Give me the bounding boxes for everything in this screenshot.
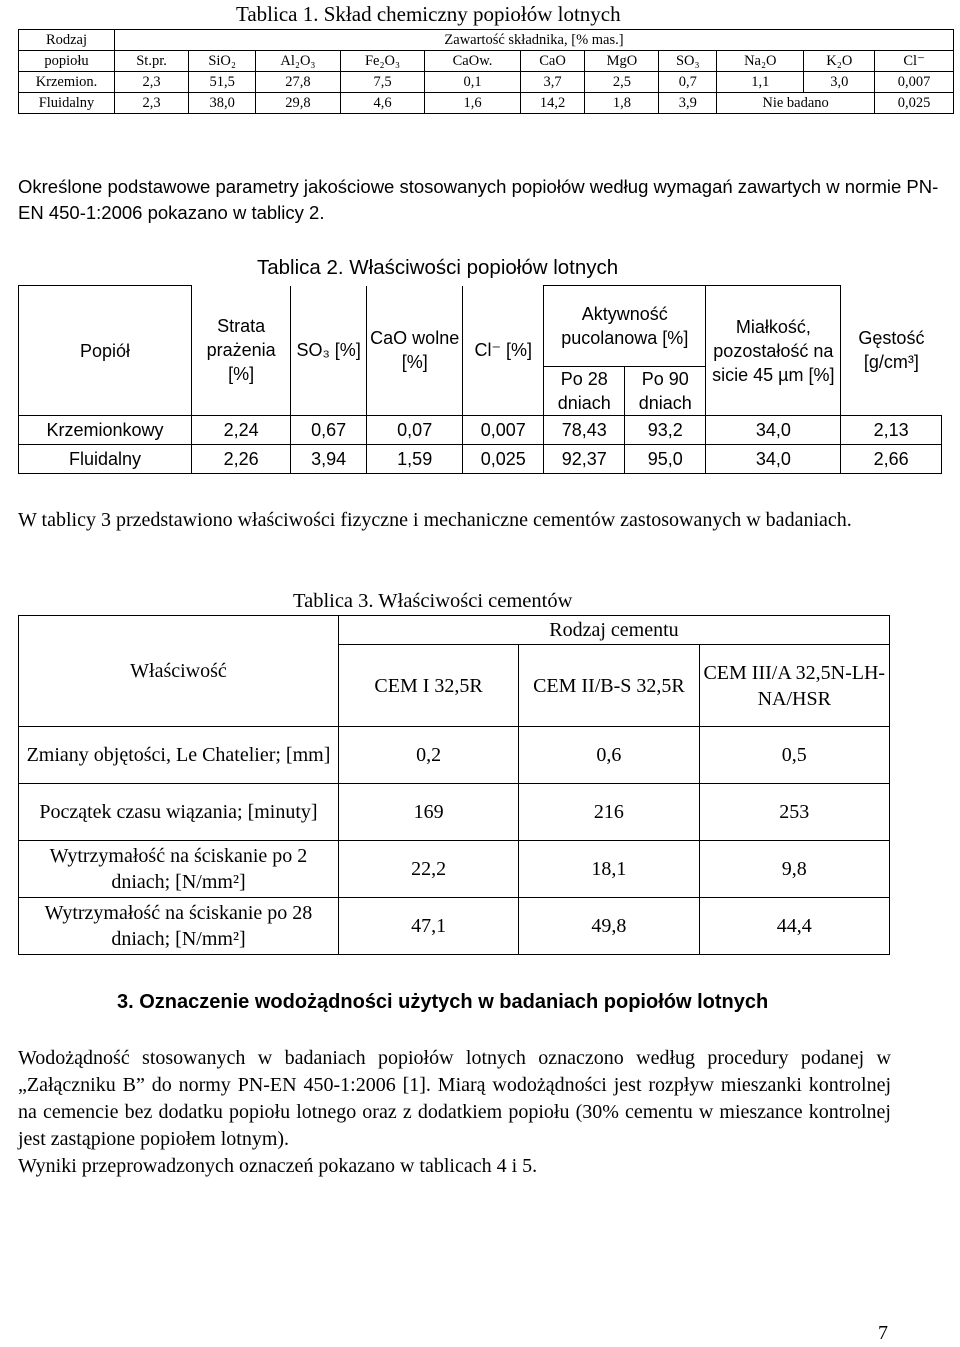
table1-group-header: Zawartość składnika, [% mas.] (115, 30, 954, 51)
table-cell: 1,8 (585, 93, 659, 114)
table-cell: 3,7 (520, 72, 585, 93)
row-label: Wytrzymałość na ściskanie po 28 dniach; [N/mm²] (19, 898, 339, 955)
table-cell: 0,025 (463, 445, 544, 474)
table-cell: 7,5 (340, 72, 425, 93)
table-cell: 27,8 (256, 72, 341, 93)
table-cell: 22,2 (338, 841, 518, 898)
table-cell: 47,1 (338, 898, 518, 955)
table1-col-header: Cl⁻ (875, 51, 954, 72)
table1-col-header: St.pr. (115, 51, 189, 72)
paragraph-body (18, 1045, 891, 1180)
table-cell: 1,1 (717, 72, 804, 93)
table3-cement-header: CEM III/A 32,5N-LH-NA/HSR (699, 645, 889, 727)
table-cell: 0,025 (875, 93, 954, 114)
row-label: Wytrzymałość na ściskanie po 2 dniach; [N/mm²] (19, 841, 339, 898)
paragraph-wodozadnosc: Wodożądność stosowanych w badaniach popiołów lotnych oznaczono według procedury podanej w „Załączniku B” do normy PN-EN 450-1:2006 [1]. Miarą wodożądności jest rozpływ mieszanki kontrolnej na cemencie bez dodatku popiołu lotnego oraz z dodatkiem popiołu (30% cementu w mieszance kontrolnej jest zastąpione popiołem lotnym). (18, 1047, 891, 1150)
table-cell: 0,5 (699, 727, 889, 784)
table-row (19, 727, 890, 784)
table1-col-header: Fe₂O₃ (340, 51, 425, 72)
table2-header-po28: Po 28 dniach (544, 367, 625, 416)
table-cell: 2,24 (192, 416, 291, 445)
table-cell: 2,66 (841, 445, 942, 474)
table-cell: 0,6 (519, 727, 699, 784)
paragraph-results: Wyniki przeprowadzonych oznaczeń pokazano w tablicach 4 i 5. (18, 1155, 538, 1177)
table-cell: 4,6 (340, 93, 425, 114)
table1-col-header: Na₂O (717, 51, 804, 72)
table-cell: 44,4 (699, 898, 889, 955)
table2-header-cao-wolne: CaO wolne [%] (367, 286, 463, 416)
table1-caption: Tablica 1. Skład chemiczny popiołów lotnych (236, 2, 621, 26)
table3 (18, 615, 890, 955)
table-cell: 1,59 (367, 445, 463, 474)
table-row (19, 841, 890, 898)
row-label: Początek czasu wiązania; [minuty] (19, 784, 339, 841)
table2 (18, 285, 942, 474)
table-cell: 0,1 (425, 72, 520, 93)
table2-header-aktywnosc: Aktywność pucolanowa [%] (544, 286, 706, 367)
table2-header-cl: Cl⁻ [%] (463, 286, 544, 416)
row-label: Krzemionkowy (19, 416, 192, 445)
table-cell: 34,0 (706, 445, 841, 474)
table-cell: 2,3 (115, 72, 189, 93)
table-cell: 2,5 (585, 72, 659, 93)
table3-header-rodzaj: Rodzaj cementu (338, 616, 889, 645)
table-cell: 0,7 (659, 72, 717, 93)
table-cell: 0,67 (291, 416, 367, 445)
table1-col-header: CaO (520, 51, 585, 72)
table-cell: 0,007 (463, 416, 544, 445)
table1-rodzaj-label: Rodzaj (19, 30, 115, 51)
row-label: Zmiany objętości, Le Chatelier; [mm] (19, 727, 339, 784)
table-cell: 1,6 (425, 93, 520, 114)
table3-cement-header: CEM I 32,5R (338, 645, 518, 727)
table-cell: 253 (699, 784, 889, 841)
paragraph-intro-table2: Określone podstawowe parametry jakościowe stosowanych popiołów według wymagań zawartych w normie PN-EN 450-1:2006 pokazano w tablicy 2. (18, 176, 939, 223)
table-cell: 216 (519, 784, 699, 841)
table2-header-mialkosc: Miałkość, pozostałość na sicie 45 µm [%] (706, 286, 841, 416)
table-cell: 2,13 (841, 416, 942, 445)
table-row (19, 898, 890, 955)
table1 (18, 29, 954, 114)
table-cell: 14,2 (520, 93, 585, 114)
table-cell: 34,0 (706, 416, 841, 445)
page-number: 7 (878, 1322, 888, 1344)
row-label: Krzemion. (19, 72, 115, 93)
table1-col-header: MgO (585, 51, 659, 72)
table-cell: 18,1 (519, 841, 699, 898)
table1-col-header: SO₃ (659, 51, 717, 72)
table-row (19, 445, 942, 474)
section-heading: 3. Oznaczenie wodożądności użytych w badaniach popiołów lotnych (117, 991, 769, 1013)
table2-caption: Tablica 2. Właściwości popiołów lotnych (257, 256, 619, 279)
table1-popiolu-label: popiołu (19, 51, 115, 72)
table-row (19, 784, 890, 841)
table3-cement-header: CEM II/B-S 32,5R (519, 645, 699, 727)
table-cell: 2,26 (192, 445, 291, 474)
table1-col-header: SiO₂ (189, 51, 256, 72)
table-cell: 9,8 (699, 841, 889, 898)
table-cell: 169 (338, 784, 518, 841)
table3-caption: Tablica 3. Właściwości cementów (293, 590, 573, 612)
table2-header-po90: Po 90 dniach (625, 367, 706, 416)
table-cell: 3,94 (291, 445, 367, 474)
table-cell: 0,07 (367, 416, 463, 445)
table-cell: Nie badano (717, 93, 875, 114)
table-cell: 51,5 (189, 72, 256, 93)
row-label: Fluidalny (19, 445, 192, 474)
table-cell: 0,2 (338, 727, 518, 784)
table1-col-header: CaOw. (425, 51, 520, 72)
table-cell: 78,43 (544, 416, 625, 445)
table-row (19, 93, 954, 114)
table-row (19, 72, 954, 93)
table2-header-popiol: Popiół (19, 286, 192, 416)
paragraph-intro-table3: W tablicy 3 przedstawiono właściwości fizyczne i mechaniczne cementów zastosowanych w badaniach. (18, 509, 852, 531)
table-cell: 93,2 (625, 416, 706, 445)
table3-header-wlasciwosc: Właściwość (19, 616, 339, 727)
table1-col-header: K₂O (804, 51, 875, 72)
table1-col-header: Al₂O₃ (256, 51, 341, 72)
table-row (19, 416, 942, 445)
table-cell: 3,9 (659, 93, 717, 114)
table-cell: 95,0 (625, 445, 706, 474)
table-cell: 2,3 (115, 93, 189, 114)
table-cell: 0,007 (875, 72, 954, 93)
table2-header-strata: Strata prażenia [%] (192, 286, 291, 416)
table-cell: 38,0 (189, 93, 256, 114)
table-cell: 49,8 (519, 898, 699, 955)
table-cell: 92,37 (544, 445, 625, 474)
table-cell: 29,8 (256, 93, 341, 114)
table2-header-so3: SO₃ [%] (291, 286, 367, 416)
table2-header-gestosc: Gęstość [g/cm³] (841, 286, 942, 416)
table-cell: 3,0 (804, 72, 875, 93)
table1-header-row (19, 51, 954, 72)
row-label: Fluidalny (19, 93, 115, 114)
